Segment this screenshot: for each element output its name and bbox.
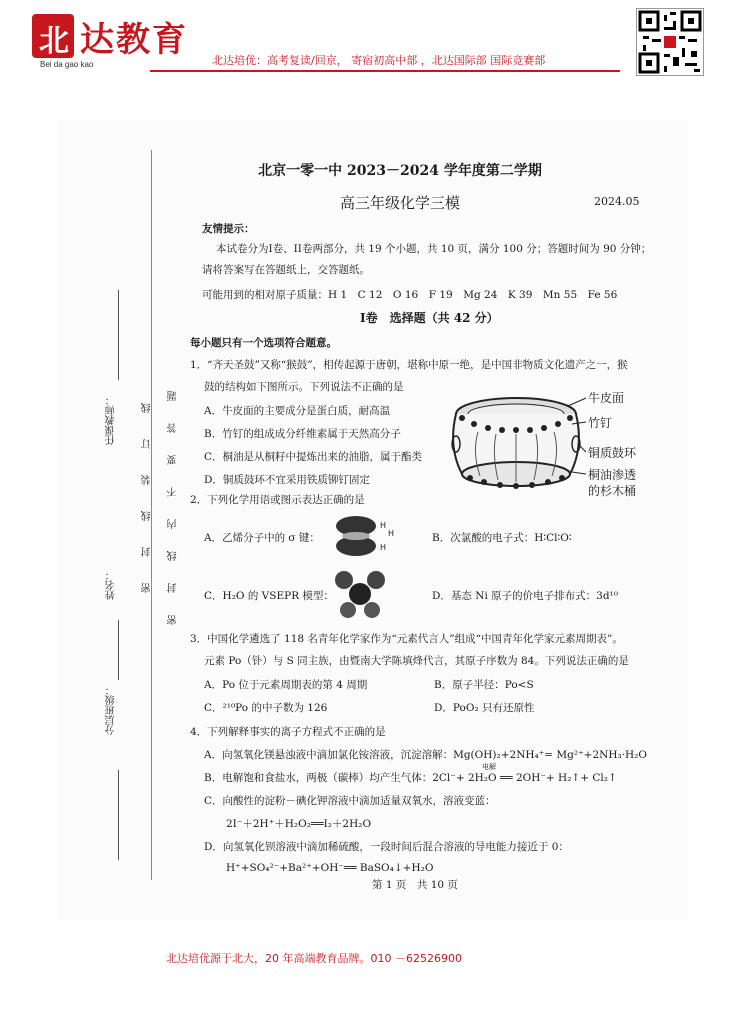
atomic-masses: 可能用到的相对原子质量：H 1 C 12 O 16 F 19 Mg 24 K 39 Mn 55 Fe 56 [202,289,618,301]
q4-option-b: B．电解饱和食盐水，两极（碳棒）均产生气体：2Cl⁻+ 2H₂O ══ 2OH⁻+ H₂↑+ Cl₂↑ [204,772,617,784]
exam-title: 北京一零一中 2023－2024 学年度第二学期 [258,163,542,179]
q4-option-c-equation: 2I⁻＋2H⁺＋H₂O₂══I₂＋2H₂O [226,818,372,830]
tip-line-2: 请将答案写在答题纸上，交答题纸。 [202,264,370,276]
label-cowhide: 牛皮面 [588,391,625,405]
teacher-label: 任课教师： [106,395,117,445]
class-label: 分层班级： [106,685,117,735]
q1-option-d: D．铜质鼓环不宜采用铁质铆钉固定 [204,474,370,486]
label-copper-ring: 铜质鼓环 [588,446,637,460]
q4-option-c: C．向酸性的淀粉－碘化钾溶液中滴加适量双氧水，溶液变蓝： [204,795,496,807]
q4-option-d: D．向氢氧化钡溶液中滴加稀硫酸，一段时间后混合溶液的导电能力接近于 0： [204,841,569,853]
q3-option-b: B．原子半径：Po<S [434,679,534,691]
brand-name: 达教育 [80,20,188,60]
q3-option-d: D．PoO₂ 只有还原性 [434,702,535,714]
ethylene-sigma-bond-icon [326,512,396,560]
teacher-underline [118,290,119,380]
exam-date: 2024.05 [594,195,640,208]
q4-electrolysis-label: 电解 [482,763,496,771]
q1-option-a: A．牛皮面的主要成分是蛋白质，耐高温 [204,405,391,417]
q3-option-a: A．Po 位于元素周期表的第 4 周期 [204,679,368,691]
seal-notice: 密 封 线 内 不 要 答 题 [168,385,179,625]
q4-option-d-equation: H⁺+SO₄²⁻+Ba²⁺+OH⁻══ BaSO₄↓+H₂O [226,862,434,874]
svg-text:H: H [380,543,387,552]
logo-mark: 北 [39,24,69,59]
exam-subtitle: 高三年级化学三模 [339,194,460,212]
q1-stem-line2: 鼓的结构如下图所示。下列说法不正确的是 [204,381,404,393]
qr-code-icon [636,8,704,76]
page-number: 第 1 页 共 10 页 [372,879,458,891]
q4-stem: 4．下列解释事实的离子方程式不正确的是 [190,726,386,738]
tips-heading: 友情提示： [202,223,255,235]
q3-stem-line2: 元素 Po（钋）与 S 同主族，由暨南大学陈填烽代言，其原子序数为 84。下列说法正确的是 [204,655,629,667]
name-label: 姓名： [106,570,117,600]
brand-pinyin: Bei da gao kao [40,60,94,69]
label-barrel-2: 的杉木桶 [588,484,637,498]
water-vsepr-model-icon [330,566,390,624]
header-divider [150,70,620,72]
section-heading: I卷 选择题（共 42 分） [360,311,499,325]
svg-text:H: H [380,521,387,530]
class-underline [118,770,119,860]
drum-diagram [448,392,588,492]
q2-option-a: A．乙烯分子中的 σ 键： [204,532,320,544]
q3-stem-line1: 3．中国化学遴选了 118 名青年化学家作为“元素代言人”组成“中国青年化学家元素周期表”。 [190,633,623,645]
q1-stem-line1: 1．“齐天圣鼓”又称“猴鼓”，相传起源于唐朝，堪称中原一绝，是中国非物质文化遗产之一，猴 [190,359,628,371]
q1-option-b: B．竹钉的组成成分纤维素属于天然高分子 [204,428,401,440]
q3-option-c: C．²¹⁰Po 的中子数为 126 [204,702,328,714]
q2-option-b: B．次氯酸的电子式：H∶Cl∶O∶ [432,532,572,544]
label-bamboo-nail: 竹钉 [588,416,613,430]
q4-option-a: A．向氢氧化镁悬浊液中滴加氯化铵溶液，沉淀溶解：Mg(OH)₂+2NH₄⁺= Mg²⁺+2NH₃·H₂O [204,749,647,761]
q2-option-c: C．H₂O 的 VSEPR 模型： [204,590,334,602]
header-tagline: 北达培优：高考复读/回京， 寄宿初高中部 ，北达国际部 国际竞赛部 [212,54,546,67]
seal-line-label: 密 封 线 装 订 线 [142,395,153,593]
footer-slogan: 北达培优源于北大，20 年高端教育品牌。010 －62526900 [166,952,462,965]
q2-stem: 2．下列化学用语或图示表达正确的是 [190,494,365,506]
name-underline [118,620,119,680]
svg-text:H: H [388,529,395,538]
q2-option-d: D．基态 Ni 原子的价电子排布式：3d¹⁰ [432,590,618,602]
instruction: 每小题只有一个选项符合题意。 [190,337,337,349]
label-barrel-1: 桐油渗透 [588,468,637,482]
q1-option-c: C．桐油是从桐籽中提炼出来的油脂，属于酯类 [204,451,423,463]
tip-line-1: 本试卷分为I卷、II卷两部分，共 19 个小题，共 10 页，满分 100 分；答题时间为 90 分钟； [216,243,652,255]
